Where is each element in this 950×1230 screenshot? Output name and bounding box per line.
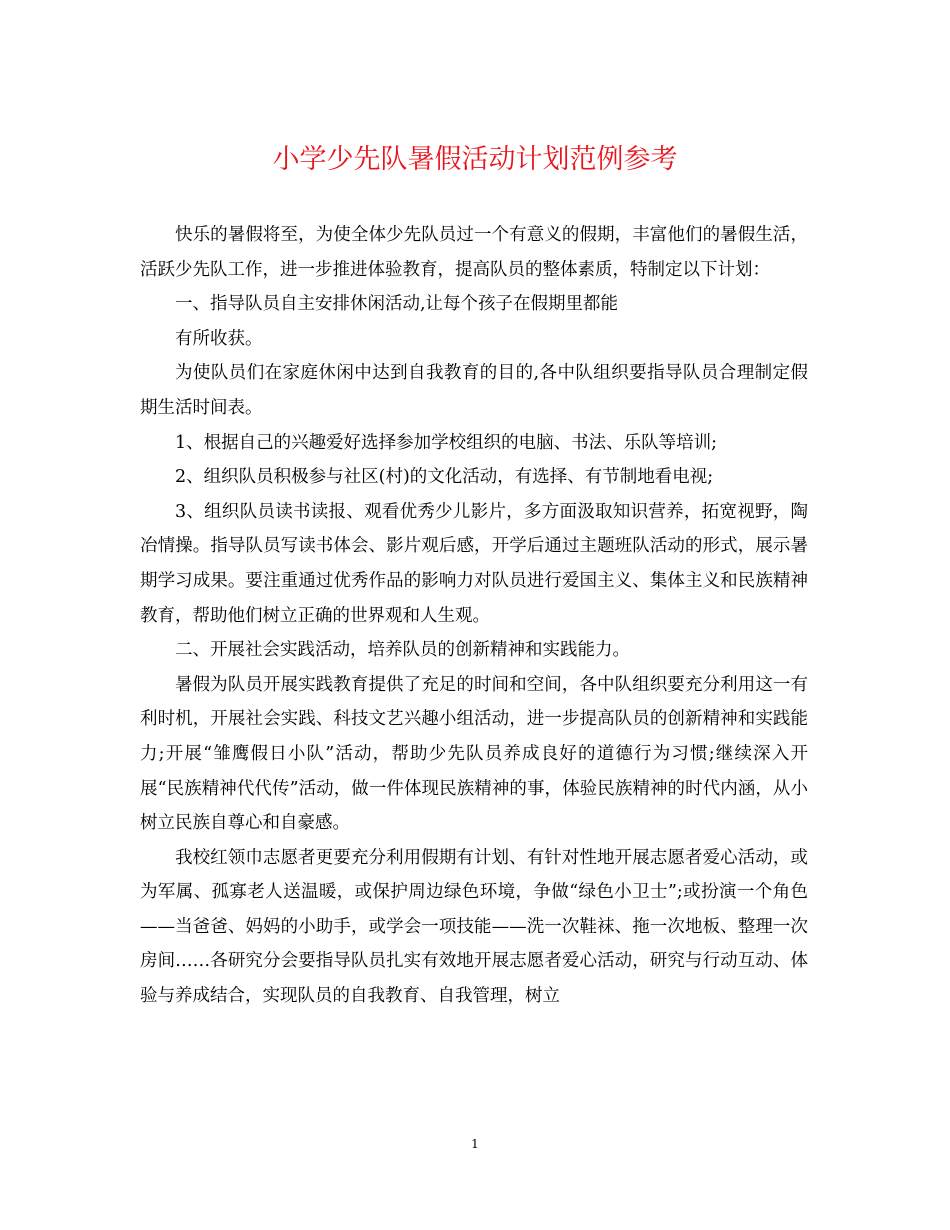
document-title: 小学少先队暑假活动计划范例参考 — [272, 144, 678, 175]
paragraph-volunteers: 我校红领巾志愿者更要充分利用假期有计划、有针对性地开展志愿者爱心活动，或为军属、孤寡老人送温暖，或保护周边绿色环境，争做“绿色小卫士”;或扮演一个角色——当爸爸、妈妈的小助手，或学会一项技能——洗一次鞋袜、拖一次地板、整理一次房间……各研究分会要指导队员扎实有效地开展志愿者爱心活动，研究与行动互动、体验与养成结合，实现队员的自我教育、自我管理，树立 — [140, 847, 808, 1007]
section-heading-2: 二、开展社会实践活动，培养队员的创新精神和实践能力。 — [175, 640, 630, 661]
section-heading-1: 一、指导队员自主安排休闲活动,让每个孩子在假期里都能 — [175, 294, 619, 315]
paragraph-intro: 快乐的暑假将至，为使全体少先队员过一个有意义的假期，丰富他们的暑假生活，活跃少先队工作，进一步推进体验教育，提高队员的整体素质，特制定以下计划： — [140, 225, 808, 280]
list-item-1: 1、根据自己的兴趣爱好选择参加学校组织的电脑、书法、乐队等培训; — [175, 432, 718, 453]
paragraph-schedule: 为使队员们在家庭休闲中达到自我教育的目的,各中队组织要指导队员合理制定假期生活时间表。 — [140, 363, 808, 418]
list-item-2: 2、组织队员积极参与社区(村)的文化活动，有选择、有节制地看电视; — [175, 467, 714, 488]
page-number: 1 — [471, 1137, 479, 1151]
paragraph-practice: 暑假为队员开展实践教育提供了充足的时间和空间，各中队组织要充分利用这一有利时机，开展社会实践、科技文艺兴趣小组活动，进一步提高队员的创新精神和实践能力;开展“雏鹰假日小队”活动，帮助少先队员养成良好的道德行为习惯;继续深入开展“民族精神代代传”活动，做一件体现民族精神的事，体验民族精神的时代内涵，从小树立民族自尊心和自豪感。 — [140, 674, 808, 834]
list-item-3: 3、组织队员读书读报、观看优秀少儿影片，多方面汲取知识营养，拓宽视野，陶冶情操。指导队员写读书体会、影片观后感，开学后通过主题班队活动的形式，展示暑期学习成果。要注重通过优秀作品的影响力对队员进行爱国主义、集体主义和民族精神教育，帮助他们树立正确的世界观和人生观。 — [140, 501, 808, 626]
document-body — [140, 218, 808, 1014]
section-heading-1-continued: 有所收获。 — [175, 328, 263, 349]
